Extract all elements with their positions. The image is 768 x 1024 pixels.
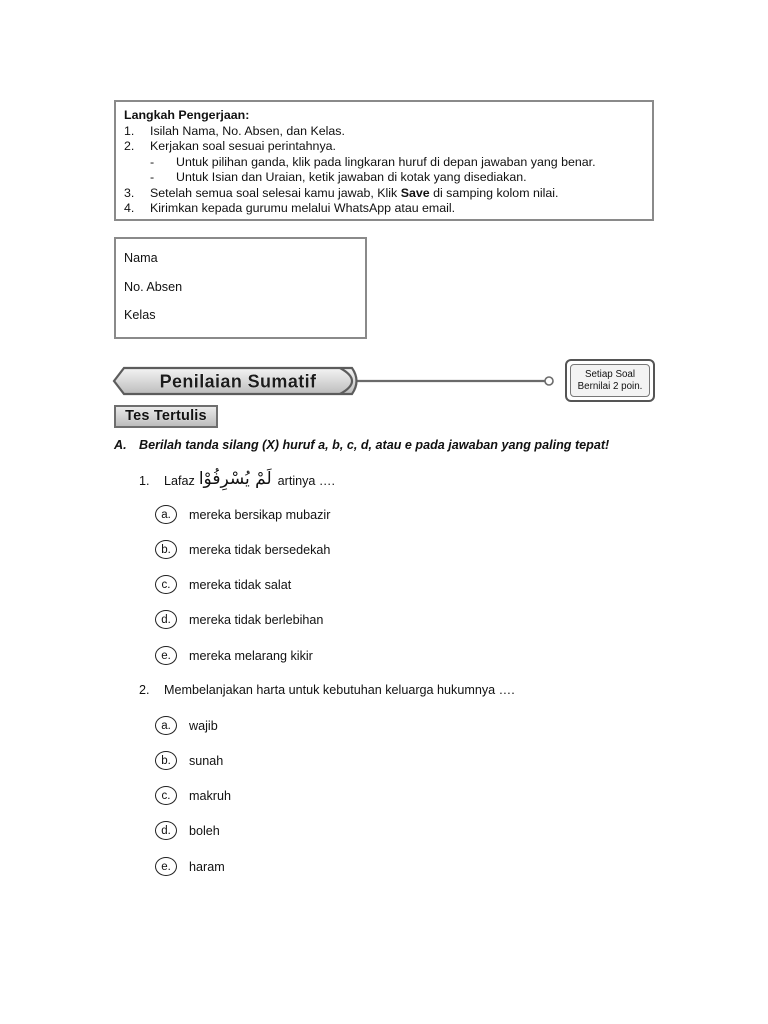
step-number: 1. — [124, 123, 135, 138]
q1-option-a — [155, 505, 330, 524]
option-circle[interactable]: e. — [155, 646, 177, 665]
name-field-label[interactable]: Nama — [124, 251, 158, 265]
instruction-step — [124, 201, 644, 217]
option-circle[interactable]: a. — [155, 716, 177, 735]
q1-option-d — [155, 610, 323, 629]
points-badge — [565, 359, 655, 402]
badge-line-1: Setiap Soal — [584, 368, 636, 380]
step-number: 3. — [124, 185, 135, 200]
save-keyword: Save — [400, 185, 430, 200]
points-badge-inner — [570, 364, 650, 397]
sub-step-dash: - — [150, 154, 155, 169]
instructions-box — [114, 100, 654, 221]
question-number: 2. — [139, 683, 150, 697]
option-text: mereka tidak berlebihan — [189, 612, 324, 627]
question-text-after: artinya …. — [277, 474, 336, 488]
question-number: 1. — [139, 474, 150, 488]
step-text — [150, 186, 558, 202]
option-circle[interactable]: d. — [155, 821, 177, 840]
instruction-step — [124, 139, 644, 155]
sub-step-text: Untuk Isian dan Uraian, ketik jawaban di kotak yang disediakan. — [176, 170, 527, 184]
question-1 — [139, 471, 335, 491]
step-text-after: di samping kolom nilai. — [429, 185, 559, 200]
q2-option-a — [155, 716, 218, 735]
class-field-label[interactable]: Kelas — [124, 308, 156, 322]
option-circle[interactable]: b. — [155, 540, 177, 559]
option-text: makruh — [189, 788, 231, 803]
q2-option-d — [155, 821, 220, 840]
option-circle[interactable]: a. — [155, 505, 177, 524]
q1-option-e — [155, 646, 313, 665]
option-circle[interactable]: e. — [155, 857, 177, 876]
q1-option-c — [155, 575, 291, 594]
banner-line-end — [545, 377, 553, 385]
q2-option-b — [155, 751, 223, 770]
option-text: haram — [189, 859, 225, 874]
instruction-sub-step — [124, 170, 644, 186]
q2-option-c — [155, 786, 231, 805]
question-2 — [139, 683, 515, 697]
step-text: Kerjakan soal sesuai perintahnya. — [150, 139, 336, 153]
section-letter: A. — [114, 438, 127, 452]
option-circle[interactable]: b. — [155, 751, 177, 770]
sub-step-dash: - — [150, 170, 155, 184]
option-text: mereka tidak salat — [189, 577, 292, 592]
instruction-sub-step — [124, 155, 644, 171]
option-circle[interactable]: c. — [155, 786, 177, 805]
step-number: 2. — [124, 139, 135, 153]
question-text-before: Lafaz — [164, 474, 195, 488]
badge-line-2: Bernilai 2 poin. — [577, 380, 643, 392]
step-text-before: Setelah semua soal selesai kamu jawab, Klik — [150, 185, 401, 200]
option-text: wajib — [189, 718, 218, 733]
q1-option-b — [155, 540, 330, 559]
option-text: mereka tidak bersedekah — [189, 542, 331, 557]
step-text: Kirimkan kepada gurumu melalui WhatsApp atau email. — [150, 201, 456, 215]
instructions-title: Langkah Pengerjaan: — [124, 108, 250, 122]
option-text: mereka bersikap mubazir — [189, 507, 331, 522]
instruction-step — [124, 124, 644, 140]
section-a-instruction — [114, 438, 609, 452]
option-circle[interactable]: c. — [155, 575, 177, 594]
option-text: sunah — [189, 753, 224, 768]
option-text: mereka melarang kikir — [189, 648, 313, 663]
question-text: Membelanjakan harta untuk kebutuhan keluarga hukumnya …. — [164, 683, 515, 697]
absen-field-label[interactable]: No. Absen — [124, 279, 183, 294]
identity-box — [114, 237, 367, 339]
option-circle[interactable]: d. — [155, 610, 177, 629]
instruction-step — [124, 186, 644, 202]
section-instruction-text: Berilah tanda silang (X) huruf a, b, c, d, atau e pada jawaban yang paling tepat! — [139, 438, 610, 452]
step-text: Isilah Nama, No. Absen, dan Kelas. — [150, 123, 345, 138]
tes-tertulis-tab: Tes Tertulis — [114, 405, 218, 428]
step-number: 4. — [124, 201, 135, 215]
option-text: boleh — [189, 823, 220, 838]
sub-step-text: Untuk pilihan ganda, klik pada lingkaran huruf di depan jawaban yang benar. — [176, 154, 596, 169]
section-banner — [112, 364, 562, 398]
q2-option-e — [155, 857, 225, 876]
banner-title: Penilaian Sumatif — [159, 371, 317, 392]
arabic-phrase: لَمْ يُسْرِفُوْا — [198, 469, 272, 489]
